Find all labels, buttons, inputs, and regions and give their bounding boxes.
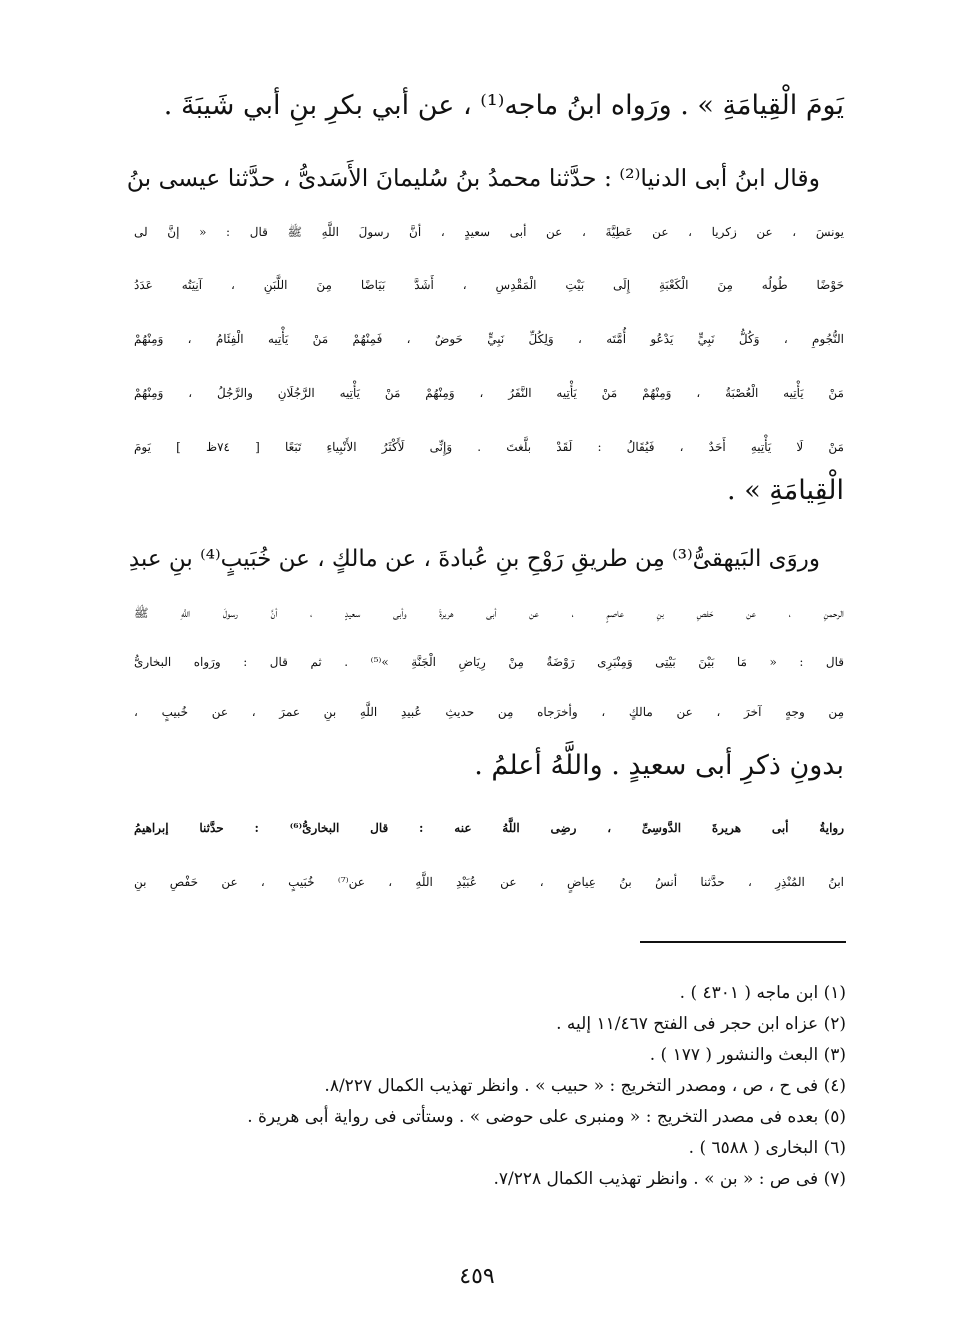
body-line-6: مَنْ يَأْتِيه الْعُصْبَةُ ، وَمِنْهُمْ مَنْ يَأْتِيه النَّفَرُ ، وَمِنْهُمْ مَنْ يَأْتِيه الرَّجُلَانِ والرَّجُلُ ، وَمِنْهُمْ (134, 386, 844, 400)
footnote-6: (٦) البخارى ( ٦٥٨٨ ) . (688, 1138, 846, 1158)
body-line-1: يَومَ الْقِيامَةِ » . ورَواه ابنُ ماجه⁽¹⁾ ، عن أبي بكرِ بنِ أبي شَيبَةَ . (163, 90, 844, 121)
body-line-5: النُّجُومِ ، وَكُلُّ نَبِيٍّ يَدْعُو أُمَّتَه ، وَلِكُلِّ نَبِيٍّ حَوضٌ ، فَمِنْهُمْ مَنْ يَأْتِيه الْفِئَامُ ، وَمِنْهُمْ (134, 332, 844, 346)
body-line-2: وقال ابنُ أبى الدنيا⁽²⁾ : حدَّثنا محمدُ بنُ سُليمانَ الأَسَدىُّ ، حدَّثنا عيسى بنُ (126, 164, 820, 192)
page-number: ٤٥٩ (459, 1264, 495, 1289)
footnote-separator (640, 941, 846, 943)
footnote-7: (٧) فى ص : « بن » . وانظر تهذيب الكمال ٧/٢٢٨. (493, 1169, 846, 1189)
footnote-2: (٢) عزاه ابن حجر فى الفتح ١١/٤٦٧ إليه . (556, 1014, 846, 1034)
body-line-12: مِن وجهٍ آخرَ ، عن مالكٍ ، وأخرَجاه مِن حديثِ عُبيدِ اللَّهِ بنِ عمرَ ، عن خُبيبٍ ، (134, 705, 844, 719)
body-line-11: قال : « مَا بَيْنَ بَيْتِى وَمِنْبَرِى رَوْضَةٌ مِنْ رِيَاضِ الْجَنَّةِ »⁽⁵⁾ . ثم قال : ورَواه البخارىُّ (134, 655, 844, 669)
body-line-15: ابنُ المُنْذِرِ ، حدَّثنا أنسُ بنُ عِياضٍ ، عن عُبَيْدِ اللَّهِ ، عن⁽⁷⁾ خُبَيبٍ ، عن حَفْصِ بنِ (134, 875, 844, 889)
section-heading-line: روايةُ أبى هريرةَ الدَّوسِىِّ ، رضِى اللَّهُ عنه : قال البخارىُّ⁽⁶⁾ : حدَّثنا إبراهيمُ (134, 821, 845, 835)
body-line-7: مَنْ لَا يَأْتِيهِ أَحَدٌ ، فَيُقَالُ : لَقَدْ بلَّغتَ . وَإِنِّى لَأَكْثَرُ الأَنْبِياءِ تَبَعًا [ ٧٤ظ ] يَومَ (134, 440, 844, 454)
footnote-4: (٤) فى ح ، ص ، ومصدر التخريج : « حبيب » . وانظر تهذيب الكمال ٨/٢٢٧. (324, 1076, 846, 1096)
footnote-3: (٣) البعث والنشور ( ١٧٧ ) . (649, 1045, 846, 1065)
body-line-8: الْقِيامَةِ » . (727, 475, 844, 506)
body-line-3: يونسَ ، عن زكريا ، عن عَطِيَّةَ ، عن أبى سعيدٍ ، أنَّ رسولَ اللَّهِ ﷺ قال : « إنَّ لى (134, 225, 844, 239)
body-line-13: بدونِ ذكرِ أبى سعيدٍ . واللَّهُ أعلمُ . (474, 750, 844, 781)
body-line-4: حَوْضًا طُولُه مِنَ الْكَعْبَةِ إِلَى بَيْتِ الْمَقْدِسِ ، أَشَدَّ بَيَاضًا مِنَ اللَّبَنِ ، آنِيَتُه عَدَدُ (134, 278, 844, 292)
body-line-10: الرحمنِ ، عن حَفصِ بنِ عاصمٍ ، عن أبى هريرةَ وأبى سعيدٍ ، أنَّ رسولَ اللَّهِ ﷺ (134, 606, 844, 620)
footnote-5: (٥) بعده فى مصدر التخريج : « ومنبرى على حوضى » . وستأتى فى رواية أبى هريرة . (247, 1107, 846, 1127)
footnote-1: (١) ابن ماجه ( ٤٣٠١ ) . (679, 983, 846, 1003)
body-line-9: وروَى البَيهقىُّ⁽³⁾ مِن طريقِ رَوْحِ بنِ عُبادةَ ، عن مالكٍ ، عن خُبَيبٍ⁽⁴⁾ بنِ عبدِ (128, 546, 820, 572)
